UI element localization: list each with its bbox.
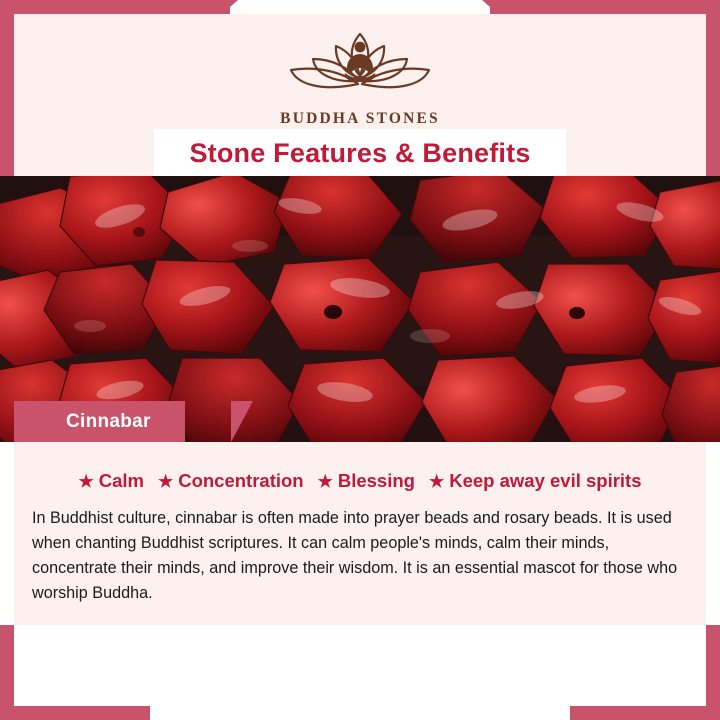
stone-name-label bbox=[14, 401, 185, 442]
benefit-label: Keep away evil spirits bbox=[449, 470, 642, 491]
benefit-label: Calm bbox=[98, 470, 144, 491]
benefit-label: Blessing bbox=[337, 470, 415, 491]
star-icon: ★ bbox=[78, 471, 94, 491]
benefit-item bbox=[429, 470, 642, 492]
frame-bottom-right-foot bbox=[570, 706, 720, 720]
frame-top-left-bar bbox=[0, 0, 230, 14]
page-title: Stone Features & Benefits bbox=[189, 137, 531, 168]
frame-top-right-bar bbox=[490, 0, 720, 14]
frame-bottom-left-foot bbox=[0, 706, 150, 720]
content-panel bbox=[14, 442, 706, 625]
brand-logo bbox=[14, 26, 706, 128]
frame-left-bar bbox=[0, 0, 14, 180]
lotus-meditation-icon bbox=[275, 26, 445, 108]
benefit-item bbox=[158, 470, 304, 492]
description-text: In Buddhist culture, cinnabar is often made into prayer beads and rosary beads. It is used when chanting Buddhist scriptures. It can calm people's minds, calm their minds, concentrate their minds, and improve their wisdom. It is an essential mascot for those who worship Buddha. bbox=[32, 509, 678, 602]
benefit-item bbox=[318, 470, 415, 492]
frame-top-right-diagonal bbox=[482, 0, 498, 14]
stone-name-text: Cinnabar bbox=[66, 410, 151, 432]
stone-name-label-notch bbox=[231, 401, 253, 442]
star-icon: ★ bbox=[428, 471, 445, 491]
frame-top-left-diagonal bbox=[222, 0, 238, 14]
bottom-white-space bbox=[14, 625, 706, 706]
frame-right-bar bbox=[706, 0, 720, 180]
star-icon: ★ bbox=[317, 471, 333, 491]
benefits-list bbox=[14, 470, 706, 492]
brand-name: BUDDHA STONES bbox=[280, 110, 440, 127]
star-icon: ★ bbox=[157, 471, 174, 491]
benefit-item bbox=[78, 470, 144, 492]
header-panel bbox=[14, 14, 706, 176]
section-title-band bbox=[154, 129, 566, 177]
benefit-label: Concentration bbox=[178, 470, 304, 491]
